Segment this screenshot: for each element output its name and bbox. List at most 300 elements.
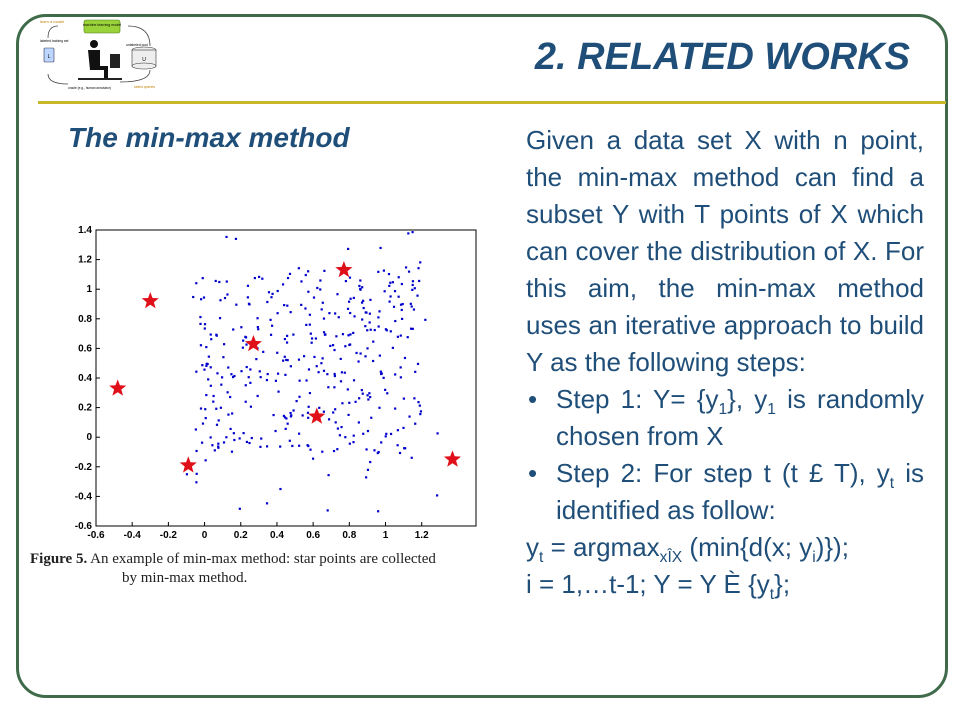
data-point [388,285,390,287]
data-point [340,358,342,360]
data-point [394,290,396,292]
data-point [411,231,413,233]
data-point [203,369,205,371]
data-point [334,408,336,410]
title-rule [38,101,946,104]
data-point [397,336,399,338]
data-point [400,376,402,378]
data-point [380,441,382,443]
data-point [362,393,364,395]
data-point [247,296,249,298]
step-1-bullet: • Step 1: $Y= \{y_1\}$, $y_1$ is randomly chosen from X [526,381,924,455]
data-point [341,402,343,404]
logo-label-oracle: oracle (e.g., human annotator) [68,86,111,90]
logo-label-model: machine learning model [82,23,122,27]
data-point [348,344,350,346]
data-point [333,349,335,351]
y-tick-label: -0.4 [74,491,92,503]
data-point [216,372,218,374]
data-point [399,452,401,454]
intro-paragraph: Given a data set X with n point, the min-max method can find a subset Y with T points of X which can cover the distribution of X. For this aim, the min-max method uses an iterative approach to build Y as the following steps: [526,125,924,377]
data-point [298,445,300,447]
data-point [277,373,279,375]
data-point [246,366,248,368]
data-point [419,405,421,407]
data-point [242,340,244,342]
data-point [402,427,404,429]
data-point [233,375,235,377]
data-point [242,347,244,349]
data-point [390,433,392,435]
data-point [199,316,201,318]
data-point [347,334,349,336]
data-point [322,357,324,359]
data-point [271,325,273,327]
y-tick-label: -0.2 [74,461,92,473]
data-point [397,429,399,431]
data-point [260,437,262,439]
data-point [221,376,223,378]
data-point [302,414,304,416]
data-point [328,312,330,314]
data-point [212,395,214,397]
data-point [364,355,366,357]
data-point [318,407,320,409]
data-point [217,445,219,447]
data-point [210,366,212,368]
data-point [305,324,307,326]
data-point [257,326,259,328]
data-point [386,392,388,394]
data-point [323,411,325,413]
data-point [246,441,248,443]
data-point [254,277,256,279]
data-point [388,301,390,303]
data-point [436,494,438,496]
data-point [411,457,413,459]
data-point [244,336,246,338]
data-point [326,373,328,375]
data-point [323,317,325,319]
data-point [321,451,323,453]
data-point [260,376,262,378]
caption-text: An example of min-max method: star points are collected [90,551,436,567]
data-point [334,312,336,314]
section-subtitle: The min-max method [68,122,350,153]
data-point [413,397,415,399]
data-point [344,372,346,374]
data-point [210,436,212,438]
data-point [401,309,403,311]
data-point [245,343,247,345]
data-point [275,380,277,382]
data-point [412,328,414,330]
logo-label-learn: learn a model [40,19,65,24]
data-point [205,417,207,419]
data-point [401,283,403,285]
data-point [233,432,235,434]
data-point [367,430,369,432]
data-point [369,313,371,315]
data-point [218,281,220,283]
data-point [227,391,229,393]
data-point [210,333,212,335]
data-point [219,299,221,301]
x-tick-label: 0.2 [233,530,248,541]
data-point [248,442,250,444]
y-tick-label: 0.2 [78,402,92,414]
data-point [353,315,355,317]
data-point [367,398,369,400]
data-point [317,371,319,373]
data-point [245,384,247,386]
data-point [361,286,363,288]
data-point [408,415,410,417]
data-point [324,334,326,336]
data-point [283,304,285,306]
data-point [369,461,371,463]
data-point [286,335,288,337]
data-point [332,411,334,413]
data-point [410,303,412,305]
data-point [249,368,251,370]
data-point [200,407,202,409]
data-point [366,347,368,349]
data-point [327,386,329,388]
data-point [344,345,346,347]
data-point [369,396,371,398]
data-point [266,445,268,447]
data-point [272,414,274,416]
data-point [349,333,351,335]
data-point [378,325,380,327]
data-point [204,323,206,325]
data-point [291,445,293,447]
data-point [257,395,259,397]
data-point [276,352,278,354]
data-point [240,326,242,328]
logo-symbol-u: U [142,57,146,63]
data-point [304,307,306,309]
data-point [389,295,391,297]
data-point [283,415,285,417]
y-tick-label: 1.2 [78,254,92,266]
data-point [199,323,201,325]
data-point [380,371,382,373]
data-point [419,413,421,415]
data-point [347,414,349,416]
data-point [336,293,338,295]
data-point [414,287,416,289]
data-point [323,331,325,333]
data-point [200,344,202,346]
data-point [341,371,343,373]
data-point [300,304,302,306]
data-point [366,329,368,331]
data-point [369,321,371,323]
data-point [412,280,414,282]
data-point [345,280,347,282]
active-learning-logo [38,18,166,92]
data-point [365,312,367,314]
data-point [412,284,414,286]
data-point [307,291,309,293]
data-point [347,388,349,390]
data-point [332,344,334,346]
data-point [359,288,361,290]
data-point [290,365,292,367]
page-title: 2. RELATED WORKS [534,36,910,78]
data-point [319,279,321,281]
data-point [235,238,237,240]
data-point [309,392,311,394]
data-point [259,370,261,372]
data-point [277,312,279,314]
data-point [368,392,370,394]
data-point [413,308,415,310]
data-point [285,417,287,419]
data-point [310,333,312,335]
data-point [248,303,250,305]
data-point [195,371,197,373]
y-tick-label: 1.4 [78,225,92,236]
data-point [216,424,218,426]
data-point [337,427,339,429]
y-tick-label: 1 [86,284,92,296]
data-point [218,419,220,421]
data-point [210,338,212,340]
data-point [226,293,228,295]
data-point [259,446,261,448]
data-point [374,329,376,331]
data-point [266,502,268,504]
data-point [397,444,399,446]
data-point [322,302,324,304]
data-point [251,437,253,439]
data-point [277,290,279,292]
data-point [298,396,300,398]
data-point [352,441,354,443]
data-point [296,400,298,402]
y-tick-label: 0.6 [78,343,92,355]
data-point [311,337,313,339]
data-point [316,287,318,289]
data-point [226,280,228,282]
data-point [287,277,289,279]
description-text [526,122,924,603]
data-point [378,451,380,453]
data-point [268,291,270,293]
data-point [306,444,308,446]
data-point [293,409,295,411]
data-point [377,510,379,512]
data-point [255,358,257,360]
data-point [392,347,394,349]
data-point [313,296,315,298]
data-point [309,314,311,316]
data-point [205,365,207,367]
data-point [383,377,385,379]
data-point [370,329,372,331]
data-point [327,474,329,476]
data-point [286,305,288,307]
data-point [383,270,385,272]
data-point [206,363,208,365]
data-point [279,488,281,490]
data-point [367,469,369,471]
data-point [350,298,352,300]
data-point [358,421,360,423]
data-point [250,406,252,408]
data-point [274,430,276,432]
data-point [334,373,336,375]
data-point [219,317,221,319]
data-point [360,352,362,354]
data-point [328,418,330,420]
data-point [210,385,212,387]
data-point [321,308,323,310]
data-point [298,267,300,269]
data-point [344,436,346,438]
data-point [290,311,292,313]
data-point [307,412,309,414]
data-point [405,266,407,268]
data-point [270,334,272,336]
data-point [407,336,409,338]
data-point [305,274,307,276]
data-point [365,448,367,450]
caption-label: Figure 5. [30,551,88,567]
data-point [394,407,396,409]
data-point [316,365,318,367]
data-point [398,296,400,298]
data-point [220,407,222,409]
y-tick-label: 0.4 [78,373,92,384]
data-point [414,423,416,425]
data-point [230,373,232,375]
data-point [282,360,284,362]
data-point [229,428,231,430]
plot-area [96,230,476,526]
data-point [411,289,413,291]
data-point [214,449,216,451]
data-point [203,296,205,298]
data-point [311,342,313,344]
data-point [362,300,364,302]
x-tick-label: 0 [201,530,208,541]
data-point [418,280,420,282]
data-point [231,451,233,453]
data-point [335,421,337,423]
data-point [308,368,310,370]
logo-label-queries: select queries [134,85,155,89]
x-tick-label: 0.6 [306,530,321,541]
data-point [385,433,387,435]
data-point [248,376,250,378]
data-point [379,355,381,357]
data-point [347,308,349,310]
data-point [277,391,279,393]
data-point [388,273,390,275]
data-point [420,410,422,412]
data-point [195,450,197,452]
data-point [323,370,325,372]
data-point [323,270,325,272]
data-point [373,449,375,451]
data-point [347,248,349,250]
data-point [223,343,225,345]
data-point [211,444,213,446]
data-point [215,280,217,282]
data-point [355,352,357,354]
data-point [225,436,227,438]
figure-caption [30,550,510,588]
data-point [245,401,247,403]
data-point [369,299,371,301]
data-point [349,443,351,445]
data-point [231,412,233,414]
data-point [338,316,340,318]
data-point [224,297,226,299]
data-point [202,422,204,424]
data-point [292,334,294,336]
data-point [404,357,406,359]
data-point [309,449,311,451]
data-point [300,280,302,282]
data-point [289,412,291,414]
data-point [400,366,402,368]
data-point [284,356,286,358]
data-point [298,359,300,361]
data-point [333,450,335,452]
data-point [408,271,410,273]
data-point [271,293,273,295]
data-point [235,304,237,306]
data-point [284,338,286,340]
data-point [229,396,231,398]
data-point [266,301,268,303]
data-point [378,407,380,409]
data-point [340,426,342,428]
x-tick-label: 0.8 [342,530,357,541]
scatter-plot [44,220,484,542]
data-point [414,371,416,373]
x-tick-label: 1 [382,530,389,541]
x-tick-label: 1.2 [414,530,429,541]
x-tick-label: 0.4 [269,530,284,541]
data-point [196,473,198,475]
data-point [290,414,292,416]
data-point [361,389,363,391]
data-point [215,408,217,410]
data-point [362,433,364,435]
data-point [223,441,225,443]
data-point [285,359,287,361]
data-point [416,295,418,297]
data-point [389,282,391,284]
data-point [392,281,394,283]
data-point [335,335,337,337]
data-point [270,296,272,298]
data-point [289,440,291,442]
step-2-bullet: • Step 2: For step t (t £ T), $y_t$ is identified as follow: [526,455,924,529]
y-tick-label: 0.8 [78,313,92,325]
data-point [365,476,367,478]
data-point [282,283,284,285]
data-point [312,458,314,460]
data-point [372,341,374,343]
data-point [195,282,197,284]
